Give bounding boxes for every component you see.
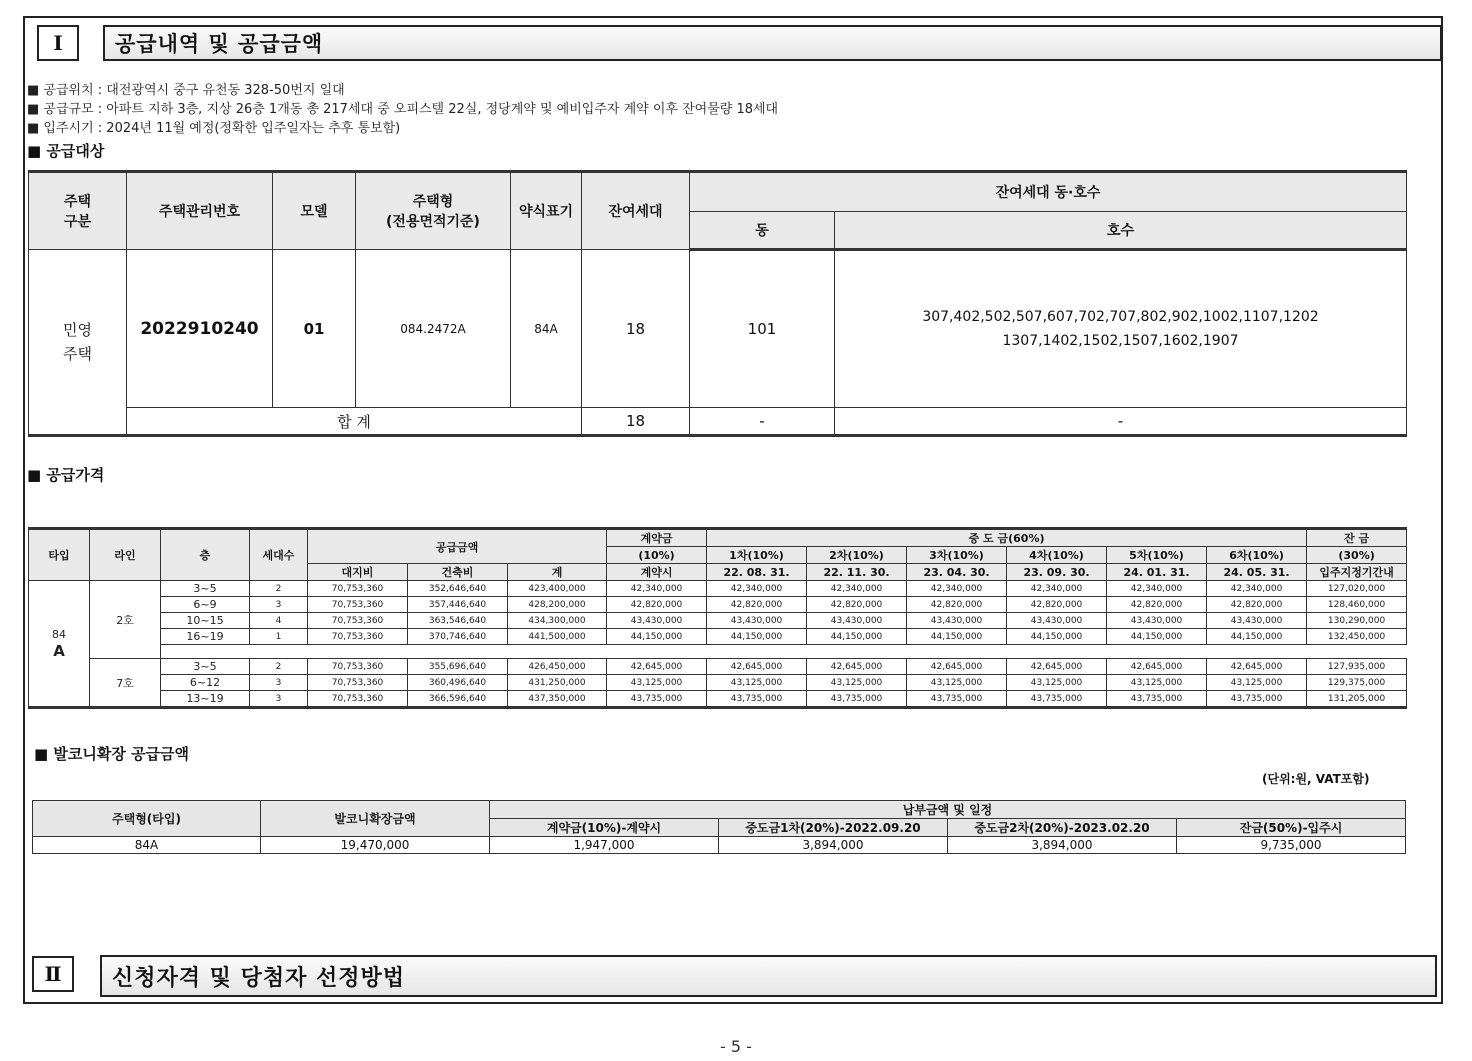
header-interim-3: 3차(10%) [907,547,1007,564]
cell-floor: 16~19 [161,629,250,645]
cell-interim-4: 42,645,000 [1007,659,1107,675]
header-interim-5-date: 24. 01. 31. [1107,564,1207,581]
balcony-cell-interim-2: 3,894,000 [948,837,1177,854]
cell-interim-1: 42,645,000 [707,659,807,675]
page-frame [23,16,1443,1004]
cell-sum: 426,450,000 [508,659,607,675]
cell-sum: 431,250,000 [508,675,607,691]
cell-balance: 130,290,000 [1307,613,1407,629]
section-1-number: I [37,25,79,61]
cell-interim-2: 43,125,000 [807,675,907,691]
cell-line: 2호 [90,581,161,659]
cell-deposit: 43,430,000 [607,613,707,629]
header-ho: 호수 [835,212,1407,250]
header-interim-3-date: 23. 04. 30. [907,564,1007,581]
balcony-header-interim-2: 중도금2차(20%)-2023.02.20 [948,819,1177,837]
cell-interim-2: 44,150,000 [807,629,907,645]
price-row [29,629,1407,645]
cell-interim-5: 43,125,000 [1107,675,1207,691]
type-label-big: A [53,642,65,660]
header-land: 대지비 [308,564,408,581]
header-housing-class: 주택 구분 [29,172,127,250]
supply-target-heading: ■ 공급대상 [27,142,105,160]
cell-interim-2: 42,645,000 [807,659,907,675]
header-supply-amount: 공급금액 [308,529,607,564]
cell-deposit: 44,150,000 [607,629,707,645]
cell-interim-4: 44,150,000 [1007,629,1107,645]
cell-balance: 132,450,000 [1307,629,1407,645]
cell-sum: 441,500,000 [508,629,607,645]
cell-interim-4: 43,125,000 [1007,675,1107,691]
balcony-cell-interim-1: 3,894,000 [719,837,948,854]
section-1-title: 공급내역 및 공급금액 [103,25,1442,61]
cell-building: 352,646,640 [408,581,508,597]
cell-sum: 428,200,000 [508,597,607,613]
unit-note: (단위:원, VAT포함) [1262,772,1370,786]
cell-land: 70,753,360 [308,629,408,645]
cell-units: 3 [250,675,308,691]
header-interim-1-date: 22. 08. 31. [707,564,807,581]
header-balance-when: 입주지정기간내 [1307,564,1407,581]
cell-interim-4: 42,340,000 [1007,581,1107,597]
cell-balance: 127,935,000 [1307,659,1407,675]
balcony-header-balance: 잔금(50%)-입주시 [1177,819,1406,837]
cell-remaining: 18 [582,250,690,408]
cell-interim-5: 42,820,000 [1107,597,1207,613]
total-ho: - [835,408,1407,436]
cell-land: 70,753,360 [308,613,408,629]
cell-interim-6: 42,340,000 [1207,581,1307,597]
cell-balance: 131,205,000 [1307,691,1407,708]
cell-units: 3 [250,597,308,613]
cell-housing-class: 민영 주택 [29,250,127,436]
cell-interim-5: 44,150,000 [1107,629,1207,645]
cell-model: 01 [273,250,356,408]
balcony-heading: ■ 발코니확장 공급금액 [34,745,190,763]
balcony-cell-deposit: 1,947,000 [490,837,719,854]
cell-units: 4 [250,613,308,629]
spacer-row [29,645,1407,659]
cell-interim-4: 43,430,000 [1007,613,1107,629]
supply-price-heading: ■ 공급가격 [27,466,105,484]
header-balance: 잔 금 [1307,529,1407,547]
section-2-number: Ⅱ [32,956,74,992]
cell-interim-6: 42,645,000 [1207,659,1307,675]
supply-price-table [28,527,1407,709]
cell-interim-3: 42,340,000 [907,581,1007,597]
cell-floor: 13~19 [161,691,250,708]
supply-target-table [28,170,1407,437]
price-row [29,597,1407,613]
header-building: 건축비 [408,564,508,581]
balcony-header-amount: 발코니확장금액 [261,801,490,837]
cell-building: 363,546,640 [408,613,508,629]
cell-interim-1: 44,150,000 [707,629,807,645]
cell-floor: 6~9 [161,597,250,613]
cell-units: 3 [250,691,308,708]
cell-mgmt-no: 2022910240 [127,250,273,408]
cell-interim-2: 42,820,000 [807,597,907,613]
total-remaining: 18 [582,408,690,436]
cell-interim-1: 43,430,000 [707,613,807,629]
balcony-header-type: 주택형(타입) [33,801,261,837]
cell-deposit: 42,820,000 [607,597,707,613]
cell-interim-1: 42,820,000 [707,597,807,613]
cell-interim-6: 44,150,000 [1207,629,1307,645]
balcony-header-interim-1: 중도금1차(20%)-2022.09.20 [719,819,948,837]
cell-land: 70,753,360 [308,581,408,597]
cell-interim-6: 43,735,000 [1207,691,1307,708]
header-housing-type: 주택형 (전용면적기준) [356,172,511,250]
info-location: ■ 공급위치 : 대전광역시 중구 유천동 328-50번지 일대 [27,83,345,98]
cell-sum: 434,300,000 [508,613,607,629]
header-interim-6: 6차(10%) [1207,547,1307,564]
cell-interim-3: 43,430,000 [907,613,1007,629]
cell-ho-list: 307,402,502,507,607,702,707,802,902,1002,1107,1202 1307,1402,1502,1507,1602,1907 [835,250,1407,408]
header-deposit-when: 계약시 [607,564,707,581]
cell-deposit: 42,340,000 [607,581,707,597]
header-short-label: 약식표기 [511,172,582,250]
cell-interim-1: 43,735,000 [707,691,807,708]
balcony-cell-balance: 9,735,000 [1177,837,1406,854]
header-mgmt-no: 주택관리번호 [127,172,273,250]
cell-sum: 437,350,000 [508,691,607,708]
type-label-small: 84 [52,628,66,641]
cell-interim-3: 43,125,000 [907,675,1007,691]
cell-land: 70,753,360 [308,597,408,613]
spacer-cell [161,645,1407,659]
header-model: 모델 [273,172,356,250]
cell-type [29,581,90,708]
price-row [29,659,1407,675]
cell-interim-6: 43,125,000 [1207,675,1307,691]
cell-interim-6: 42,820,000 [1207,597,1307,613]
cell-land: 70,753,360 [308,659,408,675]
header-interim-2: 2차(10%) [807,547,907,564]
cell-deposit: 43,125,000 [607,675,707,691]
header-deposit: 계약금 [607,529,707,547]
cell-interim-5: 42,340,000 [1107,581,1207,597]
cell-interim-6: 43,430,000 [1207,613,1307,629]
page-number: - 5 - [720,1037,752,1056]
cell-line: 7호 [90,659,161,708]
balcony-header-schedule: 납부금액 및 일정 [490,801,1406,819]
cell-building: 370,746,640 [408,629,508,645]
cell-balance: 128,460,000 [1307,597,1407,613]
header-interim-4-date: 23. 09. 30. [1007,564,1107,581]
cell-deposit: 43,735,000 [607,691,707,708]
header-type: 타입 [29,529,90,581]
cell-building: 360,496,640 [408,675,508,691]
cell-sum: 423,400,000 [508,581,607,597]
cell-building: 357,446,640 [408,597,508,613]
header-line: 라인 [90,529,161,581]
header-dong-ho: 잔여세대 동·호수 [690,172,1407,212]
cell-floor: 3~5 [161,659,250,675]
cell-units: 2 [250,659,308,675]
cell-interim-5: 42,645,000 [1107,659,1207,675]
header-interim-2-date: 22. 11. 30. [807,564,907,581]
cell-interim-3: 43,735,000 [907,691,1007,708]
total-label: 합 계 [127,408,582,436]
price-row [29,613,1407,629]
cell-interim-2: 43,735,000 [807,691,907,708]
cell-interim-3: 42,820,000 [907,597,1007,613]
price-body [29,581,1407,708]
cell-interim-5: 43,430,000 [1107,613,1207,629]
cell-interim-2: 42,340,000 [807,581,907,597]
price-row [29,675,1407,691]
cell-units: 1 [250,629,308,645]
header-interim-1: 1차(10%) [707,547,807,564]
cell-housing-type: 084.2472A [356,250,511,408]
cell-balance: 127,020,000 [1307,581,1407,597]
cell-interim-4: 42,820,000 [1007,597,1107,613]
header-sum: 계 [508,564,607,581]
cell-interim-3: 42,645,000 [907,659,1007,675]
header-remaining: 잔여세대 [582,172,690,250]
price-row [29,691,1407,708]
cell-short-label: 84A [511,250,582,408]
cell-building: 355,696,640 [408,659,508,675]
info-scale: ■ 공급규모 : 아파트 지하 3층, 지상 26층 1개동 총 217세대 중 오피스텔 22실, 정당계약 및 예비입주자 계약 이후 잔여물량 18세대 [27,102,779,117]
cell-interim-5: 43,735,000 [1107,691,1207,708]
cell-land: 70,753,360 [308,691,408,708]
cell-floor: 3~5 [161,581,250,597]
header-deposit-pct: (10%) [607,547,707,564]
header-dong: 동 [690,212,835,250]
cell-balance: 129,375,000 [1307,675,1407,691]
header-interim-5: 5차(10%) [1107,547,1207,564]
total-dong: - [690,408,835,436]
header-units: 세대수 [250,529,308,581]
cell-floor: 10~15 [161,613,250,629]
cell-units: 2 [250,581,308,597]
balcony-table [32,800,1406,854]
header-interim-6-date: 24. 05. 31. [1207,564,1307,581]
header-balance-pct: (30%) [1307,547,1407,564]
cell-floor: 6~12 [161,675,250,691]
cell-land: 70,753,360 [308,675,408,691]
price-row [29,581,1407,597]
cell-interim-3: 44,150,000 [907,629,1007,645]
cell-interim-4: 43,735,000 [1007,691,1107,708]
cell-deposit: 42,645,000 [607,659,707,675]
balcony-header-deposit: 계약금(10%)-계약시 [490,819,719,837]
cell-interim-1: 43,125,000 [707,675,807,691]
cell-dong: 101 [690,250,835,408]
info-move-in: ■ 입주시기 : 2024년 11월 예정(정확한 입주일자는 추후 통보함) [27,121,401,136]
section-2-title: 신청자격 및 당첨자 선정방법 [100,955,1437,997]
cell-building: 366,596,640 [408,691,508,708]
header-interim: 중 도 금(60%) [707,529,1307,547]
cell-interim-2: 43,430,000 [807,613,907,629]
balcony-cell-type: 84A [33,837,261,854]
cell-interim-1: 42,340,000 [707,581,807,597]
balcony-cell-amount: 19,470,000 [261,837,490,854]
header-floor: 층 [161,529,250,581]
header-interim-4: 4차(10%) [1007,547,1107,564]
